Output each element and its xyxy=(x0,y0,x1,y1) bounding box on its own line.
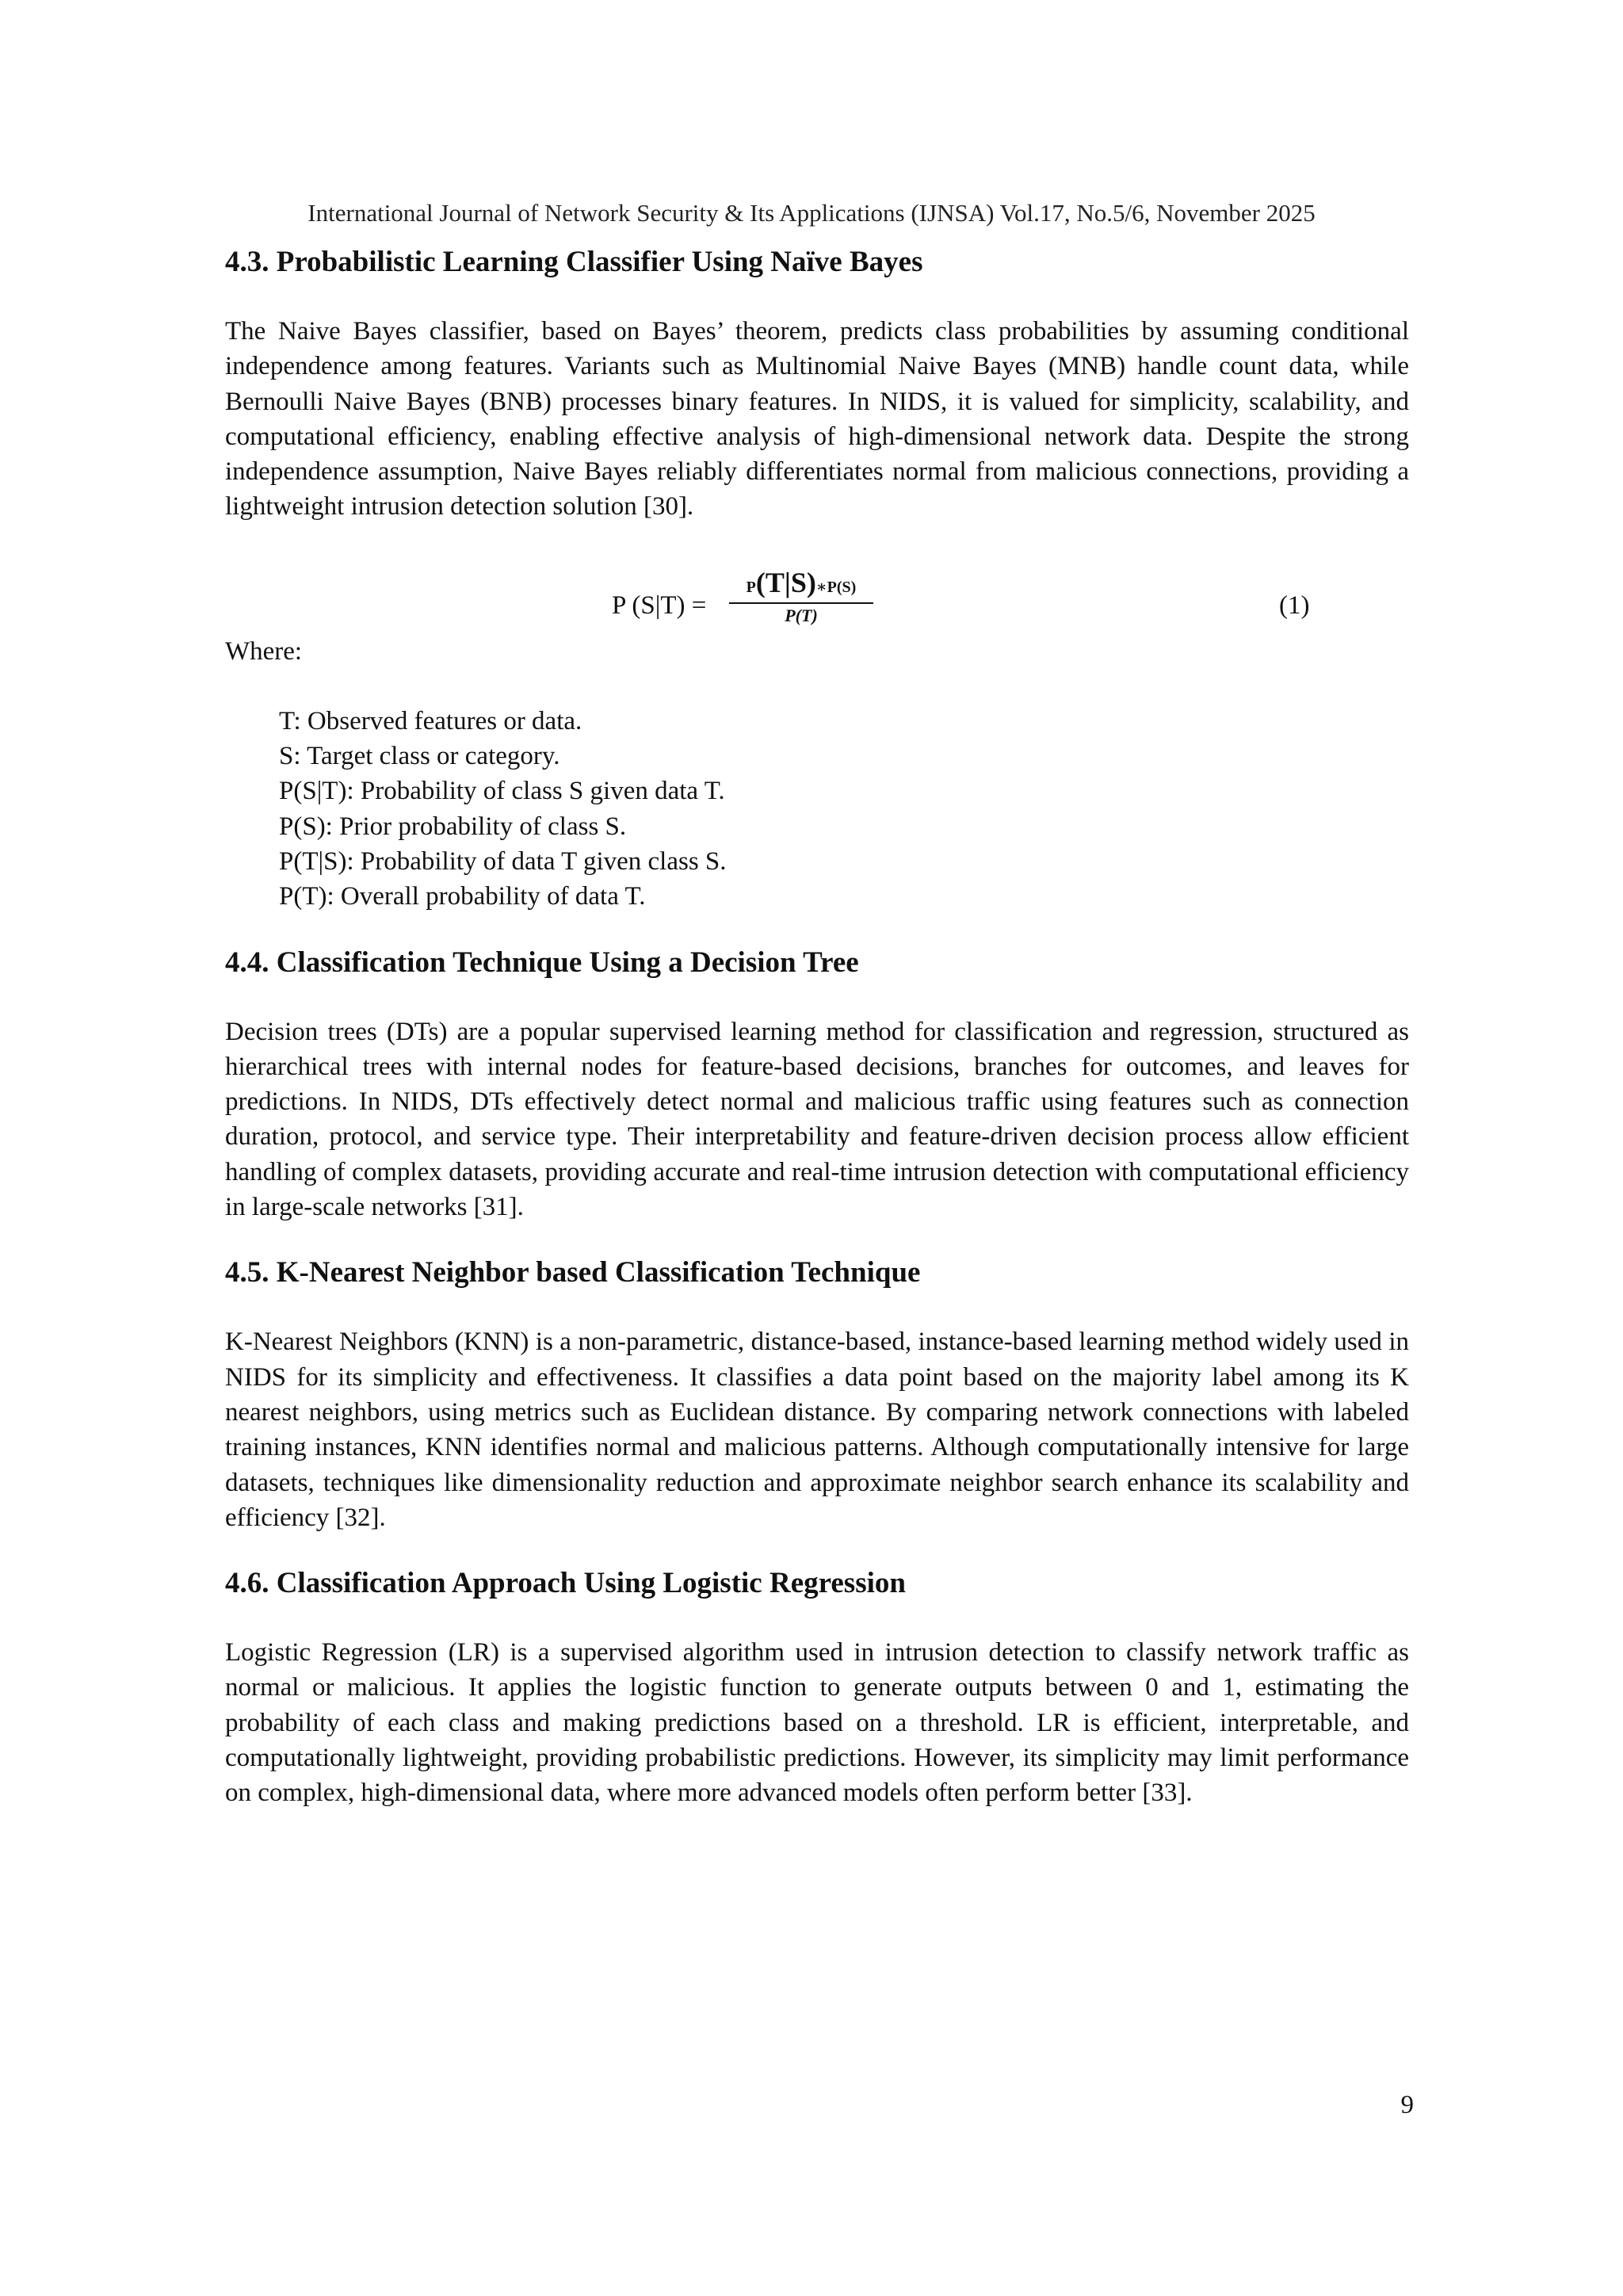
page-number: 9 xyxy=(1400,2091,1414,2119)
definition-item: T: Observed features or data. xyxy=(279,706,582,735)
equation-1 xyxy=(225,566,1409,645)
equation-denominator: P(T) xyxy=(785,605,818,625)
fraction-bar xyxy=(729,602,873,604)
definition-item: P(T|S): Probability of data T given class S. xyxy=(279,846,727,876)
equation-lhs: P (S|T) = xyxy=(612,590,707,620)
where-label: Where: xyxy=(225,636,303,666)
equation-numerator: P(T|S)∗P(S) xyxy=(746,566,857,598)
main-content xyxy=(225,244,1409,1811)
definition-list xyxy=(225,704,1409,915)
definition-item: S: Target class or category. xyxy=(279,742,560,771)
section-paragraph-4-3: The Naive Bayes classifier, based on Bayes’ theorem, predicts class probabilities by assuming conditional independence among features. Variants such as Multinomial Naive Bayes (MNB) handle count data, while Bernoulli Naive Bayes (BNB) processes binary features. In NIDS, it is valued for simplicity, scalability, and computational efficiency, enabling effective analysis of high-dimensional network data. Despite the strong independence assumption, Naive Bayes reliably differentiates normal from malicious connections, providing a lightweight intrusion detection solution [30]. xyxy=(225,317,1409,521)
definition-item: P(S|T): Probability of class S given data T. xyxy=(279,777,725,806)
equation-number: (1) xyxy=(1279,590,1310,620)
section-heading-4-5: 4.5. K-Nearest Neighbor based Classification Technique xyxy=(225,1256,921,1289)
definition-item: P(S): Prior probability of class S. xyxy=(279,812,627,841)
section-heading-4-6: 4.6. Classification Approach Using Logistic Regression xyxy=(225,1567,906,1600)
section-heading-4-4: 4.4. Classification Technique Using a Decision Tree xyxy=(225,946,859,979)
section-paragraph-4-4: Decision trees (DTs) are a popular supervised learning method for classification and regression, structured as hierarchical trees with internal nodes for feature-based decisions, branches for outcomes, and leaves for predictions. In NIDS, DTs effectively detect normal and malicious traffic using features such as connection duration, protocol, and service type. Their interpretability and feature-driven decision process allow efficient handling of complex datasets, providing accurate and real-time intrusion detection with computational efficiency in large-scale networks [31]. xyxy=(225,1017,1409,1222)
section-paragraph-4-5: K-Nearest Neighbors (KNN) is a non-parametric, distance-based, instance-based learning method widely used in NIDS for its simplicity and effectiveness. It classifies a data point based on the majority label among its K nearest neighbors, using metrics such as Euclidean distance. By comparing network connections with labeled training instances, KNN identifies normal and malicious patterns. Although computationally intensive for large datasets, techniques like dimensionality reduction and approximate neighbor search enhance its scalability and efficiency [32]. xyxy=(225,1328,1409,1532)
equation-fraction xyxy=(729,566,873,626)
section-paragraph-4-6: Logistic Regression (LR) is a supervised algorithm used in intrusion detection to classify network traffic as normal or malicious. It applies the logistic function to generate outputs between 0 and 1, estimating the probability of each class and making predictions based on a threshold. LR is efficient, interpretable, and computationally lightweight, providing probabilistic predictions. However, its simplicity may limit performance on complex, high-dimensional data, where more advanced models often perform better [33]. xyxy=(225,1638,1409,1808)
section-heading-4-3: 4.3. Probabilistic Learning Classifier Using Naïve Bayes xyxy=(225,246,923,278)
running-header: International Journal of Network Security & Its Applications (IJNSA) Vol.17, No.5/6, November 2025 xyxy=(307,199,1316,227)
definition-item: P(T): Overall probability of data T. xyxy=(279,882,646,911)
